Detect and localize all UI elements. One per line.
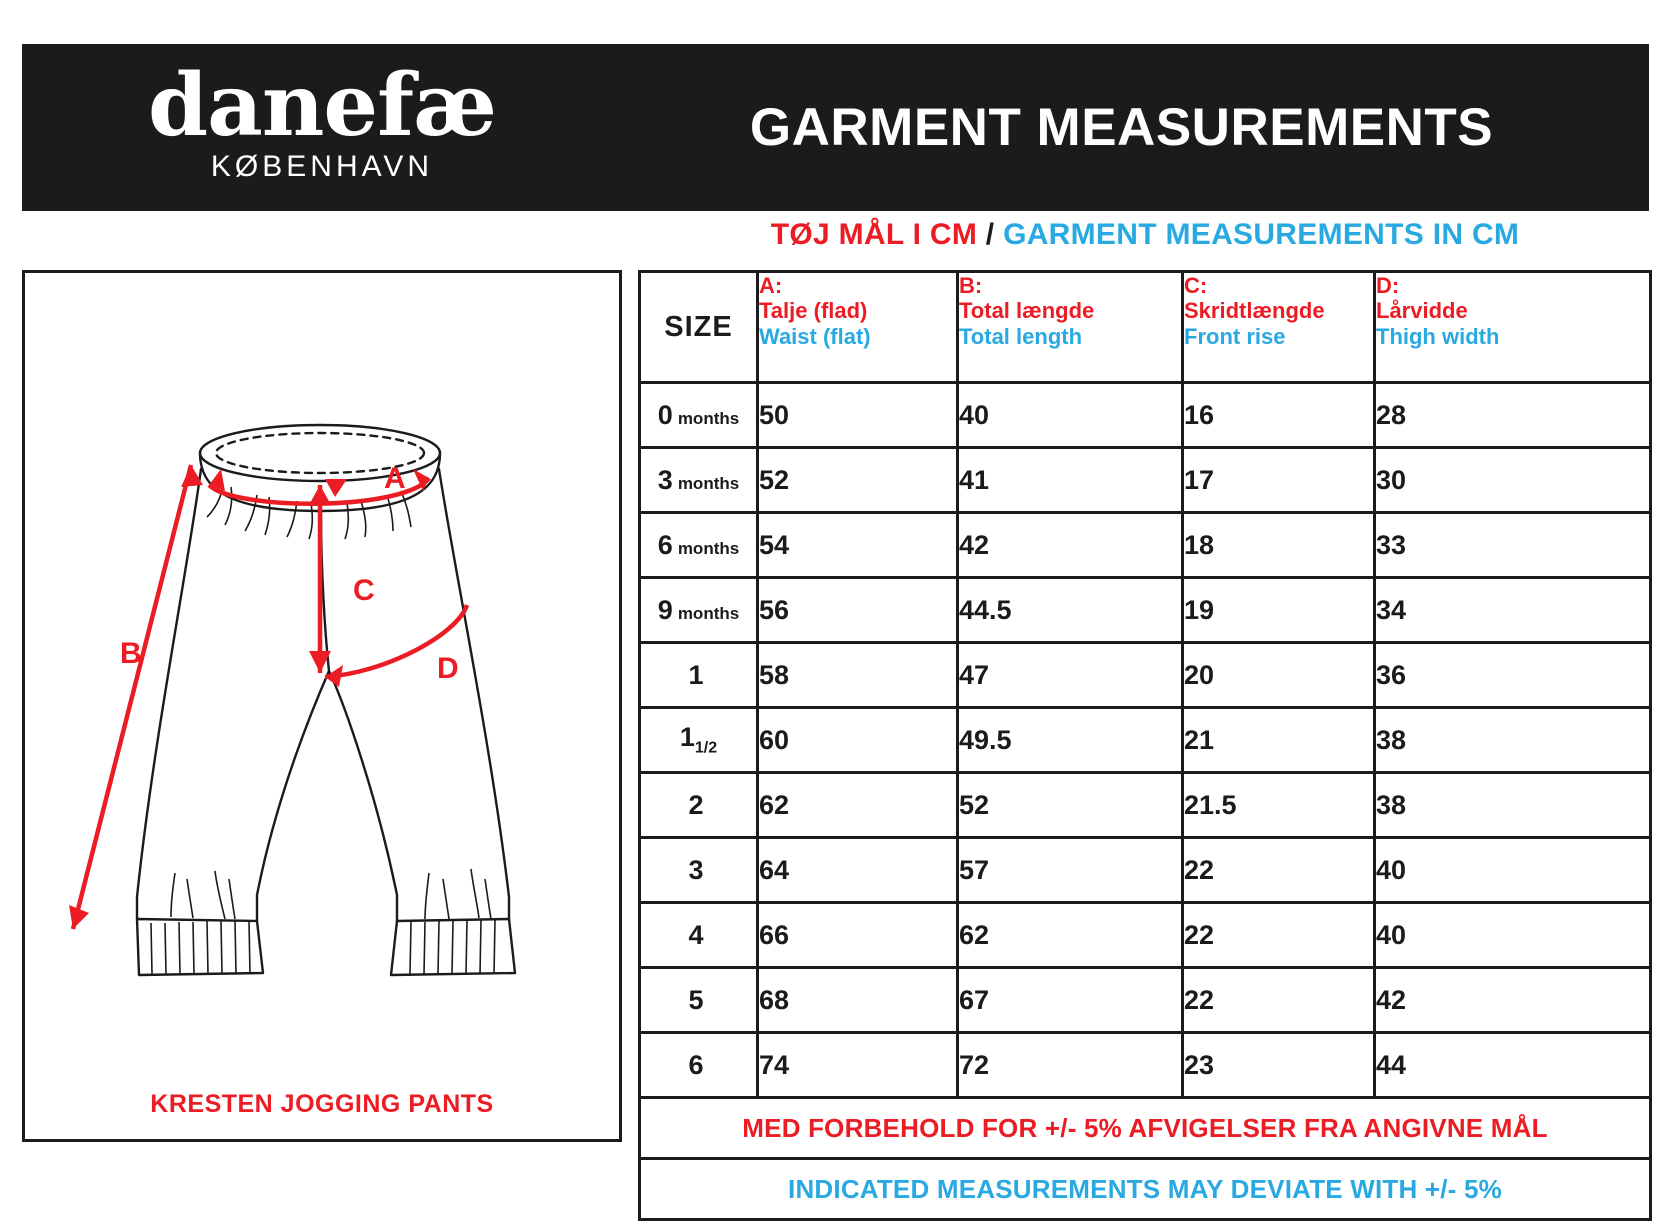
header-c-letter: C:	[1184, 273, 1208, 298]
cell-front-rise: 17	[1183, 448, 1375, 513]
cell-size	[640, 838, 758, 903]
cell-size	[640, 383, 758, 448]
table-row	[640, 838, 1651, 903]
cell-waist: 68	[758, 968, 958, 1033]
table-row	[640, 578, 1651, 643]
header-a-english: Waist (flat)	[759, 323, 871, 349]
cell-total-length: 62	[958, 903, 1183, 968]
cell-front-rise: 21.5	[1183, 773, 1375, 838]
size-unit: months	[677, 408, 740, 428]
cell-waist: 74	[758, 1033, 958, 1098]
cell-total-length: 72	[958, 1033, 1183, 1098]
cell-size	[640, 903, 758, 968]
size-fraction: 1/2	[694, 739, 718, 757]
brand-logo	[22, 54, 622, 191]
label-a: A	[384, 462, 406, 495]
cell-waist: 60	[758, 708, 958, 773]
cell-front-rise: 23	[1183, 1033, 1375, 1098]
cell-waist: 54	[758, 513, 958, 578]
size-value: 1	[679, 722, 695, 753]
table-row	[640, 708, 1651, 773]
cell-total-length: 52	[958, 773, 1183, 838]
table-row	[640, 513, 1651, 578]
size-value: 2	[688, 789, 704, 820]
cell-waist: 58	[758, 643, 958, 708]
cell-thigh-width: 38	[1375, 708, 1651, 773]
header-d-english: Thigh width	[1376, 323, 1500, 349]
header-b-letter: B:	[959, 273, 983, 298]
header-column-c	[1183, 272, 1375, 383]
header-band	[22, 44, 1649, 211]
cell-thigh-width: 38	[1375, 773, 1651, 838]
size-value: 6	[657, 529, 673, 560]
cell-total-length: 47	[958, 643, 1183, 708]
cell-size	[640, 968, 758, 1033]
size-value: 4	[688, 919, 704, 950]
size-value: 1	[688, 659, 704, 690]
subtitle-english: GARMENT MEASUREMENTS IN CM	[1003, 218, 1520, 251]
cell-total-length: 42	[958, 513, 1183, 578]
cell-waist: 66	[758, 903, 958, 968]
cell-size	[640, 643, 758, 708]
header-column-d	[1375, 272, 1651, 383]
header-d-letter: D:	[1376, 273, 1400, 298]
cell-size	[640, 448, 758, 513]
cell-waist: 62	[758, 773, 958, 838]
brand-logo-subtitle: KØBENHAVN	[210, 150, 434, 184]
table-row	[640, 903, 1651, 968]
cell-thigh-width: 42	[1375, 968, 1651, 1033]
cell-front-rise: 18	[1183, 513, 1375, 578]
note-row-danish	[640, 1098, 1651, 1159]
size-value: 9	[657, 594, 673, 625]
cell-front-rise: 22	[1183, 838, 1375, 903]
cell-waist: 56	[758, 578, 958, 643]
table-row	[640, 448, 1651, 513]
label-d: D	[437, 652, 459, 685]
cell-thigh-width: 33	[1375, 513, 1651, 578]
header-column-a	[758, 272, 958, 383]
cell-waist: 64	[758, 838, 958, 903]
header-c-danish: Skridtlængde	[1184, 298, 1325, 324]
cell-front-rise: 19	[1183, 578, 1375, 643]
table-header-row	[640, 272, 1651, 383]
measurements-table-body	[640, 383, 1651, 1220]
table-row	[640, 1033, 1651, 1098]
table-row	[640, 773, 1651, 838]
jogging-pants-diagram	[25, 273, 619, 1139]
cell-front-rise: 22	[1183, 968, 1375, 1033]
size-unit: months	[677, 603, 740, 623]
cell-total-length: 41	[958, 448, 1183, 513]
label-b: B	[120, 637, 142, 670]
cell-front-rise: 16	[1183, 383, 1375, 448]
cell-waist: 52	[758, 448, 958, 513]
cell-front-rise: 20	[1183, 643, 1375, 708]
cell-size	[640, 773, 758, 838]
brand-logo-wordmark: danefæ	[148, 54, 496, 156]
garment-name-caption: KRESTEN JOGGING PANTS	[150, 1090, 494, 1118]
deviation-note-danish: MED FORBEHOLD FOR +/- 5% AFVIGELSER FRA ANGIVNE MÅL	[640, 1098, 1651, 1159]
cell-thigh-width: 30	[1375, 448, 1651, 513]
cell-front-rise: 22	[1183, 903, 1375, 968]
cell-thigh-width: 28	[1375, 383, 1651, 448]
header-d-danish: Lårvidde	[1376, 298, 1468, 324]
header-b-english: Total length	[959, 323, 1083, 349]
label-c: C	[353, 574, 375, 607]
header-b-danish: Total længde	[959, 298, 1095, 324]
subtitle	[640, 218, 1650, 252]
cell-total-length: 49.5	[958, 708, 1183, 773]
measurements-table	[638, 270, 1652, 1221]
cell-size	[640, 513, 758, 578]
measurements-table-wrap	[638, 270, 1649, 1221]
cell-front-rise: 21	[1183, 708, 1375, 773]
size-value: 5	[688, 984, 704, 1015]
cell-thigh-width: 36	[1375, 643, 1651, 708]
table-row	[640, 383, 1651, 448]
cell-size	[640, 708, 758, 773]
note-row-english	[640, 1159, 1651, 1220]
header-column-b	[958, 272, 1183, 383]
size-unit: months	[677, 473, 740, 493]
header-size: SIZE	[640, 272, 758, 383]
cell-waist: 50	[758, 383, 958, 448]
page-title: GARMENT MEASUREMENTS	[749, 98, 1494, 157]
header-a-letter: A:	[759, 273, 783, 298]
size-value: 0	[657, 399, 673, 430]
cell-thigh-width: 34	[1375, 578, 1651, 643]
cell-total-length: 67	[958, 968, 1183, 1033]
cell-size	[640, 1033, 758, 1098]
size-value: 3	[688, 854, 704, 885]
header-a-danish: Talje (flad)	[759, 298, 868, 324]
cell-thigh-width: 40	[1375, 903, 1651, 968]
table-row	[640, 968, 1651, 1033]
cell-total-length: 44.5	[958, 578, 1183, 643]
cell-thigh-width: 44	[1375, 1033, 1651, 1098]
cell-size	[640, 578, 758, 643]
cell-total-length: 57	[958, 838, 1183, 903]
table-row	[640, 643, 1651, 708]
garment-illustration-panel	[22, 270, 622, 1142]
cell-total-length: 40	[958, 383, 1183, 448]
deviation-note-english: INDICATED MEASUREMENTS MAY DEVIATE WITH +/- 5%	[640, 1159, 1651, 1220]
size-unit: months	[677, 538, 740, 558]
cell-thigh-width: 40	[1375, 838, 1651, 903]
header-c-english: Front rise	[1184, 323, 1286, 349]
size-value: 6	[688, 1049, 704, 1080]
size-value: 3	[657, 464, 673, 495]
subtitle-danish: TØJ MÅL I CM	[770, 218, 978, 251]
subtitle-separator: /	[977, 218, 1004, 251]
